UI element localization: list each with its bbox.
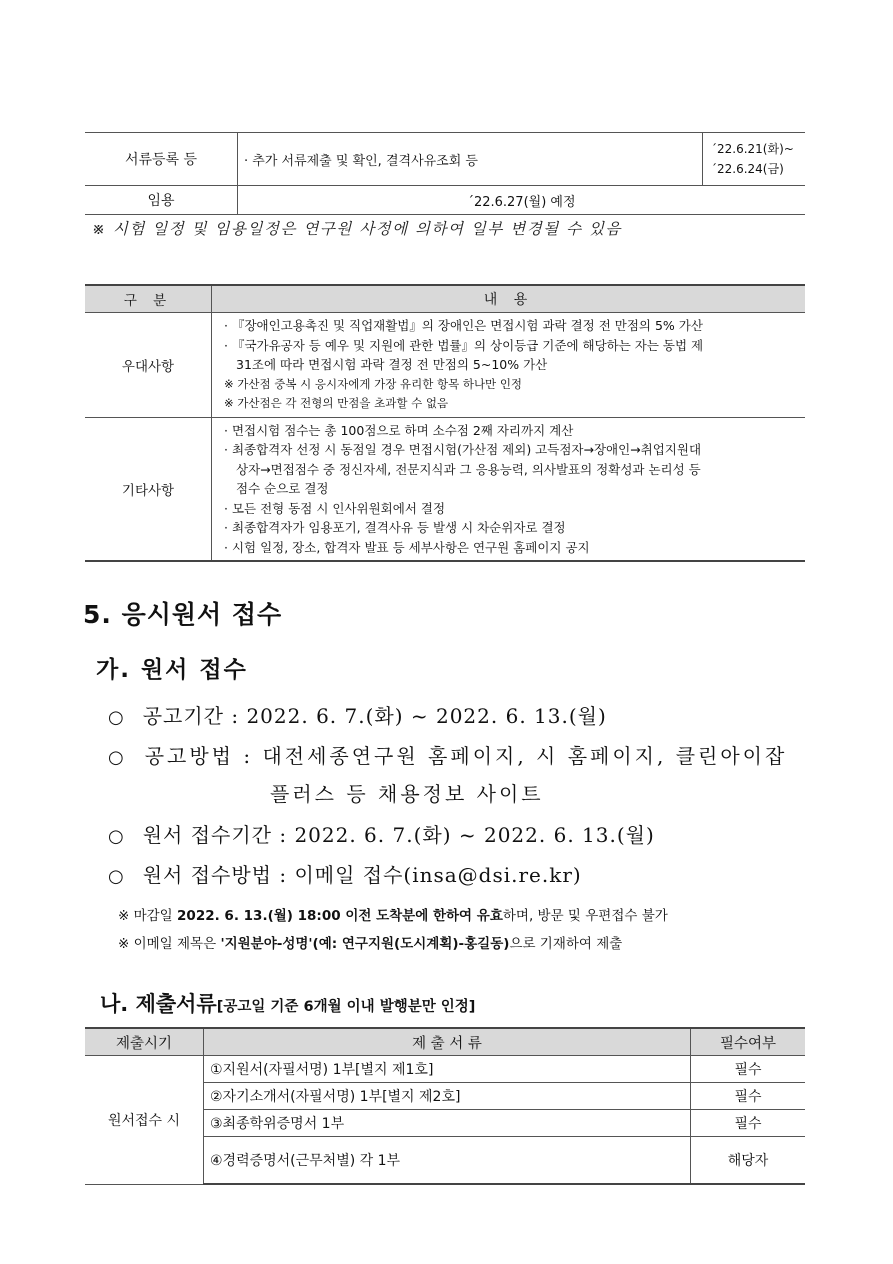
document-name: ②자기소개서(자필서명) 1부[별지 제2호] bbox=[204, 1083, 691, 1110]
conditions-table bbox=[85, 284, 805, 562]
timing-cell: 원서접수 시 bbox=[85, 1056, 204, 1185]
bullet-text-continued: 플러스 등 채용정보 사이트 bbox=[270, 782, 544, 806]
section-title: 5. 응시원서 접수 bbox=[83, 600, 283, 629]
header-content: 내 용 bbox=[212, 285, 806, 313]
note-text: ※ 마감일 bbox=[118, 908, 178, 924]
note-bold-text: 2022. 6. 13.(월) 18:00 이전 도착분에 한하여 유효 bbox=[177, 908, 503, 924]
header-documents: 제 출 서 류 bbox=[204, 1028, 691, 1056]
document-name: ③최종학위증명서 1부 bbox=[204, 1110, 691, 1137]
document-name: ④경력증명서(근무처별) 각 1부 bbox=[204, 1137, 691, 1185]
subsection-title: 가. 원서 접수 bbox=[96, 657, 248, 683]
table-row bbox=[85, 313, 805, 418]
required-status: 필수 bbox=[691, 1056, 806, 1083]
text-line: · 면접시험 점수는 총 100점으로 하며 소수점 2째 자리까지 계산 bbox=[224, 422, 574, 438]
table-header-row bbox=[85, 1028, 805, 1056]
subsection-note: [공고일 기준 6개월 이내 발행분만 인정] bbox=[216, 999, 476, 1015]
text-line: 점수 순으로 결정 bbox=[236, 481, 329, 496]
text-line: · 최종합격자 선정 시 동점일 경우 면접시험(가산점 제외) 고득점자→장애인→취업지원대 bbox=[224, 442, 702, 457]
circle-bullet-icon: ○ bbox=[108, 707, 125, 728]
schedule-note: ※ 시험 일정 및 임용일정은 연구원 사정에 의하여 일부 변경될 수 있음 bbox=[92, 220, 622, 238]
subsection-title bbox=[100, 988, 475, 1018]
bullet-text: 원서 접수방법 : 이메일 접수(insa@dsi.re.kr) bbox=[142, 863, 582, 887]
other-label: 기타사항 bbox=[85, 417, 212, 561]
required-status: 필수 bbox=[691, 1083, 806, 1110]
schedule-date bbox=[703, 133, 806, 186]
bullet-item bbox=[108, 700, 607, 729]
document-name: ①지원서(자필서명) 1부[별지 제1호] bbox=[204, 1056, 691, 1083]
text-line: 31조에 따라 면접시험 과락 결정 전 만점의 5~10% 가산 bbox=[236, 357, 548, 372]
other-content bbox=[212, 417, 806, 561]
text-line: · 『국가유공자 등 예우 및 지원에 관한 법률』의 상이등급 기준에 해당하는 자는 동법 제 bbox=[224, 337, 704, 353]
bullet-item bbox=[108, 859, 582, 888]
schedule-content: ´22.6.27(월) 예정 bbox=[238, 186, 806, 215]
note-bold-text: '지원분야-성명'(예: 연구지원(도시계획)-홍길동) bbox=[220, 936, 510, 952]
date-start: ´22.6.21(화)~ bbox=[711, 142, 794, 156]
schedule-label: 서류등록 등 bbox=[85, 133, 238, 186]
table-row bbox=[85, 186, 805, 215]
bullet-text: 공고방법 : 대전세종연구원 홈페이지, 시 홈페이지, 클린아이잡 bbox=[144, 744, 788, 768]
header-timing: 제출시기 bbox=[85, 1028, 204, 1056]
deadline-note bbox=[118, 904, 668, 924]
required-status: 해당자 bbox=[691, 1137, 806, 1185]
circle-bullet-icon: ○ bbox=[108, 826, 125, 847]
bullet-item bbox=[108, 740, 787, 769]
bullet-text: 원서 접수기간 : 2022. 6. 7.(화) ~ 2022. 6. 13.(월) bbox=[142, 823, 655, 847]
bullet-item bbox=[108, 819, 655, 848]
required-status: 필수 bbox=[691, 1110, 806, 1137]
text-line: ※ 가산점은 각 전형의 만점을 초과할 수 없음 bbox=[224, 396, 449, 410]
table-row bbox=[85, 417, 805, 561]
preference-content bbox=[212, 313, 806, 418]
table-row bbox=[85, 1056, 805, 1083]
circle-bullet-icon: ○ bbox=[108, 866, 125, 887]
text-line: 상자→면접점수 중 정신자세, 전문지식과 그 응용능력, 의사발표의 정확성과 논리성 등 bbox=[236, 461, 701, 477]
note-text: 으로 기재하여 제출 bbox=[509, 936, 623, 952]
email-subject-note bbox=[118, 932, 622, 952]
circle-bullet-icon: ○ bbox=[108, 747, 127, 768]
text-line: · 시험 일정, 장소, 합격자 발표 등 세부사항은 연구원 홈페이지 공지 bbox=[224, 539, 590, 555]
table-header-row bbox=[85, 285, 805, 313]
table-row bbox=[85, 133, 805, 186]
note-text: ※ 이메일 제목은 bbox=[118, 936, 221, 952]
documents-table bbox=[85, 1027, 805, 1185]
schedule-content: · 추가 서류제출 및 확인, 결격사유조회 등 bbox=[238, 133, 703, 186]
text-line: ※ 가산점 중복 시 응시자에게 가장 유리한 항목 하나만 인정 bbox=[224, 376, 523, 391]
preference-label: 우대사항 bbox=[85, 313, 212, 418]
schedule-label: 임용 bbox=[85, 186, 238, 215]
text-line: · 『장애인고용촉진 및 직업재활법』의 장애인은 면접시험 과락 결정 전 만점의 5% 가산 bbox=[224, 318, 703, 333]
note-text: 하며, 방문 및 우편접수 불가 bbox=[502, 908, 668, 924]
text-line: · 모든 전형 동점 시 인사위원회에서 결정 bbox=[224, 500, 446, 516]
date-end: ´22.6.24(금) bbox=[711, 162, 784, 176]
subsection-title-text: 나. 제출서류 bbox=[100, 992, 217, 1016]
header-required: 필수여부 bbox=[691, 1028, 806, 1056]
text-line: · 최종합격자가 임용포기, 결격사유 등 발생 시 차순위자로 결정 bbox=[224, 520, 566, 535]
schedule-table bbox=[85, 132, 805, 215]
bullet-text: 공고기간 : 2022. 6. 7.(화) ~ 2022. 6. 13.(월) bbox=[142, 704, 607, 728]
header-category: 구 분 bbox=[85, 285, 212, 313]
